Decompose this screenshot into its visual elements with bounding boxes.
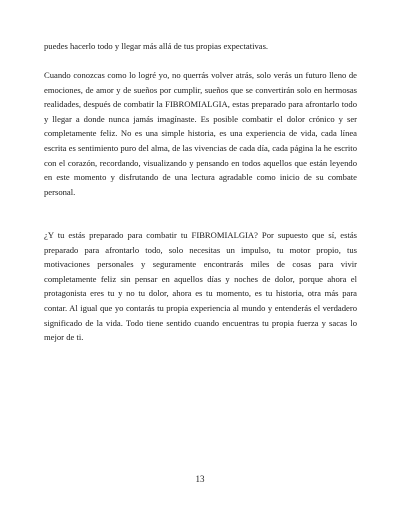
paragraph-continuation: puedes hacerlo todo y llegar más allá de tus propias expectativas. [44,41,269,51]
page-number: 13 [195,474,205,484]
paragraph-cuando-conozcas: Cuando conozcas como lo logré yo, no querrás volver atrás, solo verás un futuro lleno de emociones, de amor y de sueños por cumplir, sueños que se convertirán solo en hermosas realidades, después de combatir la FIBROMIALGIA, estas preparado para afrontarlo todo y llegar a donde nunca jamás imagínaste. Es posible combatir el dolor crónico y ser completamente feliz. No es una simple historia, es una experiencia de vida, cada línea escrita es sentimiento puro del alma, de las vivencias de cada día, cada página la he escrito con el corazón, recordando, visualizando y pensando en todos aquellos que están leyendo en este momento y disfrutando de una lectura agradable como inicio de su combate personal. [44,70,357,197]
paragraph-estas-preparado: ¿Y tu estás preparado para combatir tu FIBROMIALGIA? Por supuesto que sí, estás preparado para afrontarlo todo, solo necesitas un impulso, tu motor propio, tus motivaciones personales y seguramente encontrarás miles de cosas para vivir completamente feliz sin pensar en aquellos días y noches de dolor, porque ahora el protagonista eres tu y no tu dolor, ahora es tu momento, es tu historia, otra más para contar. Al igual que yo contarás tu propia experiencia al mundo y entenderás el verdadero significado de la vida. Todo tiene sentido cuando encuentras tu propia fuerza y sacas lo mejor de ti. [44,230,357,343]
